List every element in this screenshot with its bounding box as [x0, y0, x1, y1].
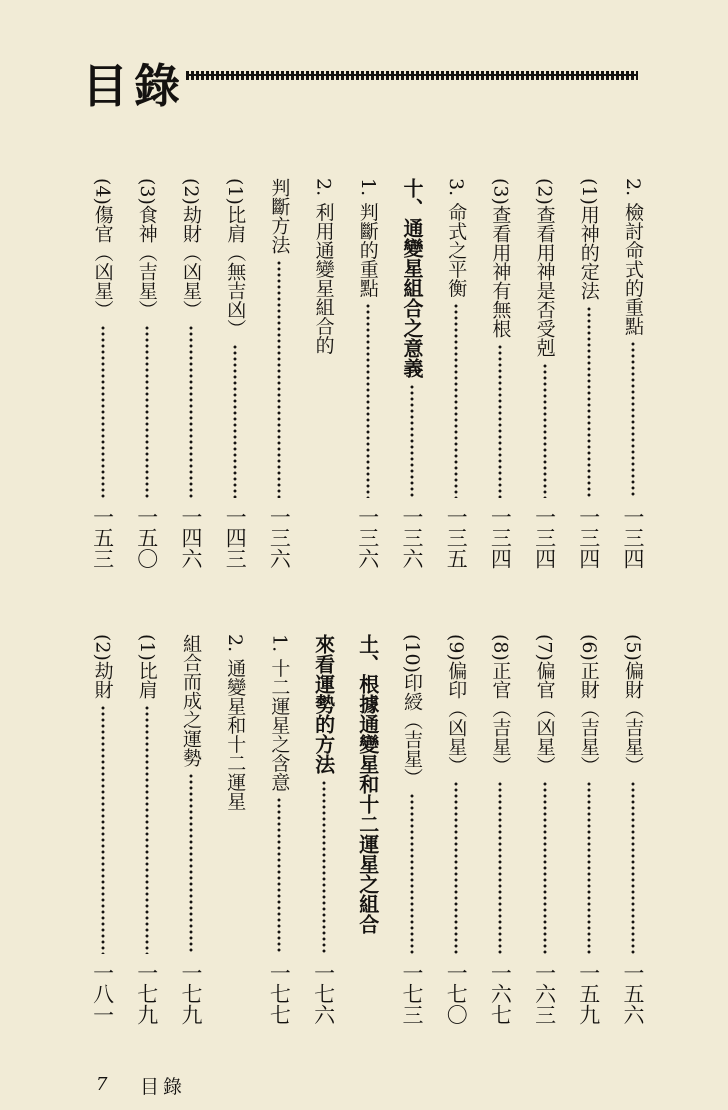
toc-entry-title: (3)查看用神有無根 [489, 178, 512, 338]
toc-entry-title: (1)比肩（無吉凶） [224, 178, 247, 338]
toc-page-number: 一四六 [179, 506, 203, 569]
toc-page-number: 一七九 [134, 962, 159, 1025]
toc-dot-leader [441, 781, 471, 954]
toc-entry-title: (3)食神（吉星） [135, 178, 158, 319]
toc-page-number: 一三六 [267, 506, 292, 569]
toc-dot-leader [618, 781, 648, 954]
toc-page-number: 一七〇 [444, 962, 469, 1025]
toc-dot-leader [397, 384, 427, 498]
toc-page-number: 一三四 [621, 506, 645, 569]
toc-dot-leader [441, 303, 471, 498]
toc-dot-leader [397, 793, 427, 954]
footer-section-label: 目錄 [140, 1076, 187, 1098]
toc-page-number: 一三四 [488, 506, 513, 569]
toc-entry-title: 2. 通變星和十二運星 [224, 634, 247, 811]
toc-entry-title: 1. 十二運星之含意 [268, 634, 291, 792]
toc-entry-title: 1. 判斷的重點 [356, 178, 379, 298]
toc-dot-leader [88, 325, 118, 498]
toc-entry-title: 組合而成之運勢 [180, 634, 202, 767]
toc-dot-leader [309, 780, 339, 954]
toc-entry-title: (1)用神的定法 [577, 178, 600, 300]
toc-page-number: 一五六 [621, 962, 645, 1025]
toc-entry-title: (4)傷官（凶星） [91, 178, 114, 319]
toc-dot-leader [574, 781, 604, 954]
toc-entry-title: (8)正官（吉星） [489, 634, 512, 775]
toc-dot-leader [132, 325, 162, 498]
toc-dot-leader [132, 705, 162, 954]
toc-entry-title: 判斷方法 [268, 178, 291, 254]
title-rule [186, 71, 638, 80]
toc-page-number: 一三四 [576, 506, 601, 569]
toc-dot-leader [530, 363, 560, 498]
toc-entry-title: 十、通變星組合之意義 [400, 178, 424, 378]
toc-entry-title: (9)偏印（凶星） [445, 634, 468, 775]
toc-page-number: 一五〇 [134, 506, 159, 569]
toc-dot-leader [574, 306, 604, 498]
toc-dot-leader [264, 797, 294, 954]
toc-dot-leader [88, 705, 118, 954]
toc-dot-leader [176, 325, 206, 498]
toc-entry-title: (2)劫財 [91, 634, 114, 699]
toc-page-number: 一六三 [532, 962, 557, 1025]
toc-page-number: 一五九 [576, 962, 601, 1025]
toc-page-number: 一七七 [267, 962, 292, 1025]
toc-entry-title: (2)查看用神是否受剋 [533, 178, 556, 357]
toc-page-number: 一三六 [400, 506, 424, 569]
toc-entry-title: 3. 命式之平衡 [445, 178, 468, 298]
toc-dot-leader [176, 773, 206, 954]
toc-dot-leader [264, 260, 294, 498]
toc-page-number: 一三四 [532, 506, 557, 569]
toc-entry-title: 2. 檢討命式的重點 [622, 178, 644, 336]
page-title: 目錄 [82, 59, 186, 113]
toc-dot-leader [220, 344, 250, 498]
toc-entry-title: 來看運勢的方法 [311, 634, 336, 774]
toc-entry-title: 土、根據通變星和十二運星之組合 [355, 634, 380, 934]
toc-dot-leader [485, 781, 515, 954]
toc-entry-title: (7)偏官（凶星） [533, 634, 556, 775]
toc-page-number: 一三六 [355, 506, 380, 569]
toc-entry-title: (2)劫財（凶星） [180, 178, 202, 319]
toc-page-number: 一六七 [488, 962, 513, 1025]
toc-dot-leader [485, 344, 515, 498]
footer-page-number: 7 [96, 1074, 108, 1095]
toc-page-number: 一七九 [179, 962, 203, 1025]
toc-page-number: 一七三 [400, 962, 424, 1025]
toc-dot-leader [353, 303, 383, 498]
toc-page-number: 一四三 [223, 506, 248, 569]
toc-page-number: 一八一 [90, 962, 115, 1025]
toc-entry-title: (10)印綬（吉星） [401, 634, 423, 788]
toc-entry-title: (1)比肩 [135, 634, 158, 699]
toc-page-number: 一五三 [90, 506, 115, 569]
toc-entry-title: (5)偏財（吉星） [622, 634, 644, 775]
toc-dot-leader [618, 341, 648, 498]
toc-page-number: 一七六 [311, 962, 336, 1025]
toc-entry-title: 2. 利用通變星組合的 [312, 178, 335, 355]
toc-page-number: 一三五 [444, 506, 469, 569]
toc-entry-title: (6)正財（吉星） [577, 634, 600, 775]
toc-dot-leader [530, 781, 560, 954]
